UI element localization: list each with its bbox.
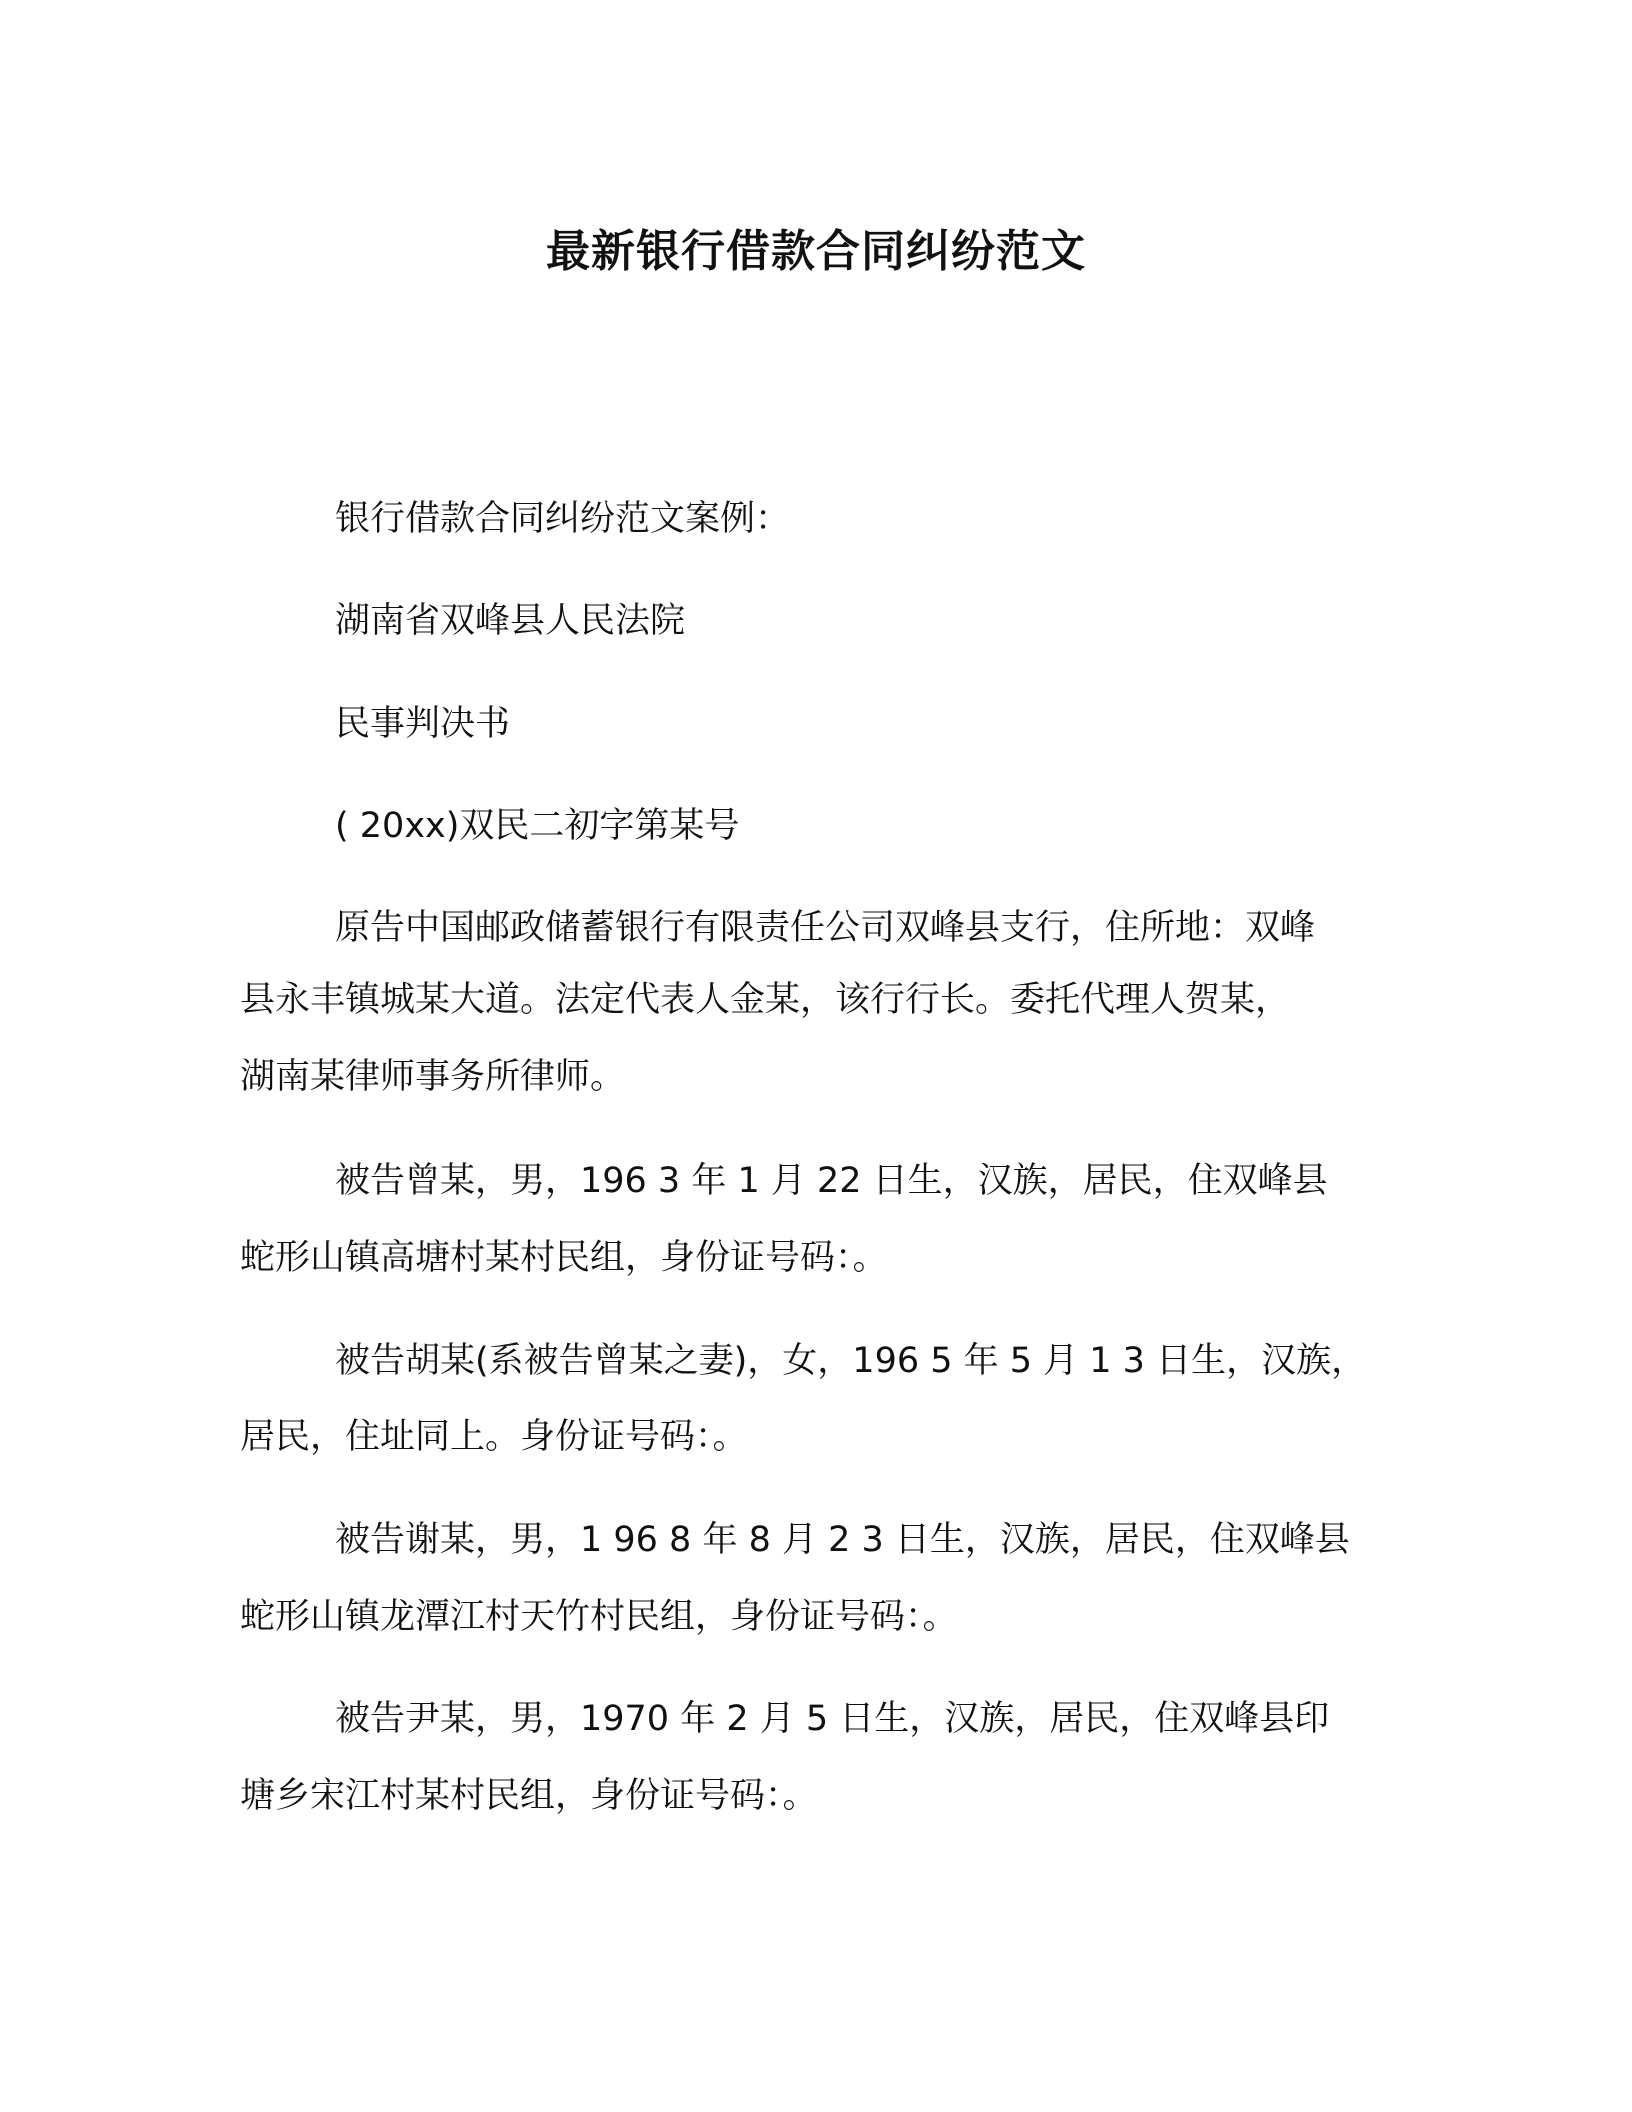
paragraph-line: 湖南省双峰县人民法院 [335, 601, 686, 641]
paragraph-line: 蛇形山镇龙潭江村天竹村民组，身份证号码：。 [240, 1597, 958, 1637]
paragraph-line: 县永丰镇城某大道。法定代表人金某，该行行长。委托代理人贺某， [240, 980, 1291, 1020]
paragraph-line: 被告尹某，男，1970 年 2 月 5 日生，汉族，居民，住双峰县印 [335, 1699, 1330, 1739]
paragraph-line: 被告谢某，男，1 96 8 年 8 月 2 3 日生，汉族，居民，住双峰县 [335, 1520, 1350, 1560]
paragraph-line: 居民，住址同上。身份证号码：。 [240, 1417, 748, 1457]
document-title: 最新银行借款合同纠纷范文 [546, 226, 1086, 277]
paragraph-line: 被告胡某(系被告曾某之妻)，女，196 5 年 5 月 1 3 日生，汉族， [335, 1341, 1367, 1381]
paragraph-line: 蛇形山镇高塘村某村民组，身份证号码：。 [240, 1238, 888, 1278]
paragraph-line: 原告中国邮政储蓄银行有限责任公司双峰县支行，住所地：双峰 [335, 908, 1316, 948]
paragraph-line: 塘乡宋江村某村民组，身份证号码：。 [240, 1776, 818, 1816]
paragraph-line: 被告曾某，男，196 3 年 1 月 22 日生，汉族，居民，住双峰县 [335, 1161, 1328, 1201]
paragraph-line: 银行借款合同纠纷范文案例： [335, 499, 791, 539]
paragraph-line: 民事判决书 [335, 704, 511, 744]
paragraph-line: ( 20xx)双民二初字第某号 [335, 806, 740, 846]
paragraph-line: 湖南某律师事务所律师。 [240, 1057, 626, 1097]
